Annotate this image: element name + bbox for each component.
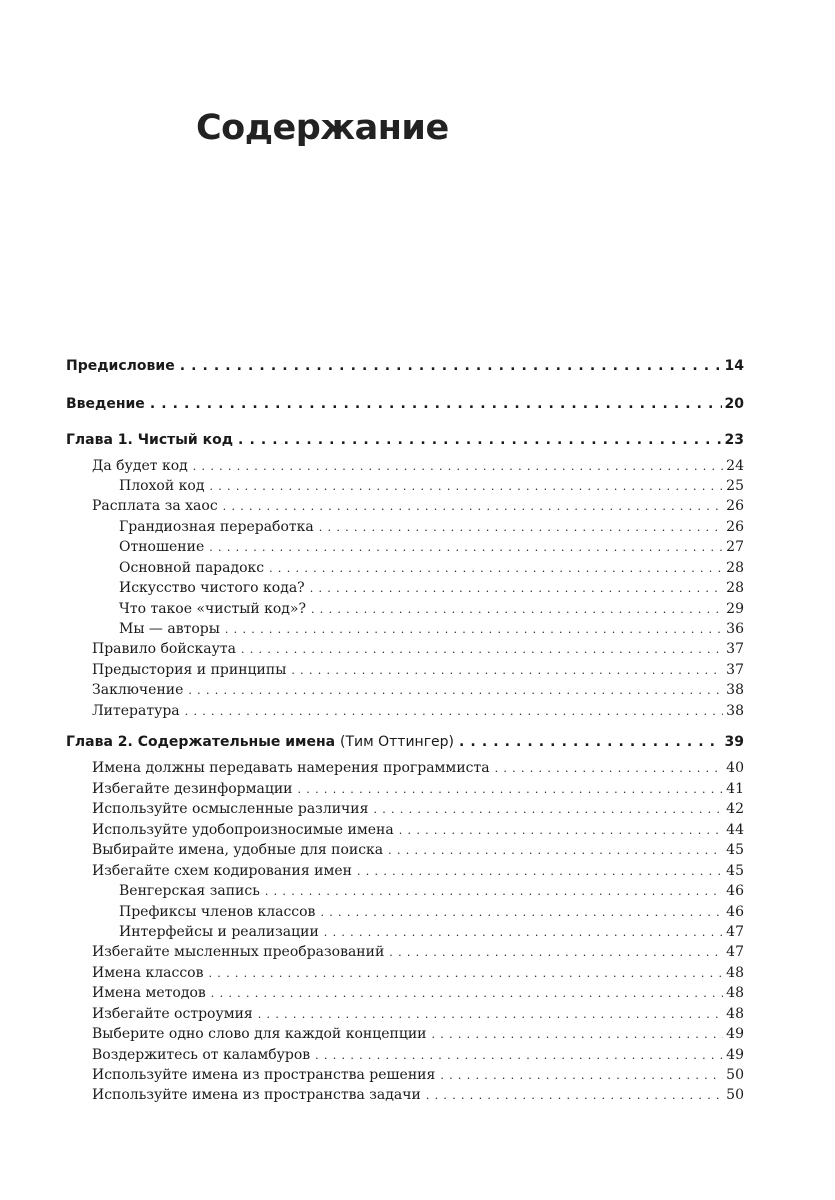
page-number: 29	[726, 601, 744, 617]
entry-label: Венгерская запись	[119, 883, 260, 899]
page-number: 46	[726, 883, 744, 899]
page-number: 38	[726, 703, 744, 719]
toc-entry[interactable]	[66, 703, 744, 719]
dot-leader	[180, 358, 722, 374]
dot-leader	[388, 844, 723, 857]
toc-entry[interactable]	[66, 1047, 744, 1063]
dot-leader	[357, 865, 723, 878]
page-number: 44	[726, 822, 744, 838]
page-number: 36	[726, 621, 744, 637]
dot-leader	[188, 684, 723, 697]
page-number: 50	[726, 1087, 744, 1103]
toc-entry[interactable]	[66, 458, 744, 474]
page-number: 14	[724, 358, 744, 374]
page-number: 45	[726, 842, 744, 858]
entry-label: Правило бойскаута	[92, 641, 236, 657]
toc-entry[interactable]	[66, 985, 744, 1001]
page-number: 25	[726, 478, 744, 494]
entry-label: Используйте удобопроизносимые имена	[92, 822, 394, 838]
toc-entry[interactable]	[66, 1006, 744, 1022]
dot-leader	[495, 762, 724, 775]
page-number: 37	[726, 641, 744, 657]
page-number: 46	[726, 904, 744, 920]
page-number: 41	[726, 781, 744, 797]
entry-label: Введение	[66, 396, 145, 412]
page-number: 26	[726, 519, 744, 535]
entry-label: Предыстория и принципы	[92, 662, 287, 678]
page-number: 47	[726, 944, 744, 960]
entry-label: Префиксы членов классов	[119, 904, 316, 920]
dot-leader	[241, 643, 723, 656]
toc-entry-preface[interactable]	[66, 358, 744, 374]
entry-label: Избегайте схем кодирования имен	[92, 863, 352, 879]
page-number: 48	[726, 1006, 744, 1022]
dot-leader	[150, 396, 722, 412]
toc-entry[interactable]	[66, 519, 744, 535]
page-number: 50	[726, 1067, 744, 1083]
toc-entry-chapter-2[interactable]	[66, 734, 744, 750]
toc-entry[interactable]	[66, 601, 744, 617]
entry-label: Заключение	[92, 682, 184, 698]
dot-leader	[311, 603, 723, 616]
entry-label: Выбирайте имена, удобные для поиска	[92, 842, 384, 858]
toc-entry[interactable]	[66, 781, 744, 797]
page-title: Содержание	[196, 108, 449, 148]
dot-leader	[320, 906, 723, 919]
dot-leader	[225, 623, 723, 636]
page-number: 49	[726, 1026, 744, 1042]
toc-entry[interactable]	[66, 478, 744, 494]
dot-leader	[389, 946, 723, 959]
dot-leader	[209, 480, 723, 493]
entry-label: Имена методов	[92, 985, 206, 1001]
entry-label: Основной парадокс	[119, 560, 265, 576]
toc-entry[interactable]	[66, 904, 744, 920]
entry-label: Расплата за хаос	[92, 498, 218, 514]
dot-leader	[324, 926, 723, 939]
dot-leader	[211, 987, 723, 1000]
dot-leader	[315, 1049, 723, 1062]
page-number: 26	[726, 498, 744, 514]
toc-entry[interactable]	[66, 822, 744, 838]
dot-leader	[426, 1089, 723, 1102]
dot-leader	[432, 1028, 724, 1041]
page-number: 39	[724, 734, 744, 750]
toc-entry[interactable]	[66, 498, 744, 514]
dot-leader	[238, 432, 721, 448]
page-number: 47	[726, 924, 744, 940]
toc-entry[interactable]	[66, 560, 744, 576]
page-number: 28	[726, 560, 744, 576]
toc-entry[interactable]	[66, 1067, 744, 1083]
page-number: 24	[726, 458, 744, 474]
entry-label: Плохой код	[119, 478, 205, 494]
entry-label: Используйте имена из пространства решения	[92, 1067, 436, 1083]
page-number: 37	[726, 662, 744, 678]
entry-label: Что такое «чистый код»?	[119, 601, 306, 617]
toc-entry[interactable]	[66, 760, 744, 776]
page-number: 40	[726, 760, 744, 776]
dot-leader	[185, 705, 724, 718]
dot-leader	[269, 562, 723, 575]
page-number: 38	[726, 682, 744, 698]
entry-label: Интерфейсы и реализации	[119, 924, 319, 940]
dot-leader	[265, 885, 723, 898]
toc-entry[interactable]	[66, 621, 744, 637]
dot-leader	[193, 460, 723, 473]
entry-label: Литература	[92, 703, 180, 719]
dot-leader	[373, 803, 723, 816]
toc-entry[interactable]	[66, 842, 744, 858]
dot-leader	[209, 541, 723, 554]
entry-label	[66, 734, 454, 750]
toc-entry[interactable]	[66, 801, 744, 817]
toc-entry-chapter-1[interactable]	[66, 432, 744, 448]
toc-entry[interactable]	[66, 682, 744, 698]
dot-leader	[258, 1008, 723, 1021]
toc-entry[interactable]	[66, 1087, 744, 1103]
page-number: 28	[726, 580, 744, 596]
dot-leader	[223, 500, 724, 513]
toc-entry[interactable]	[66, 965, 744, 981]
toc-entry[interactable]	[66, 883, 744, 899]
page-number: 49	[726, 1047, 744, 1063]
toc-entry[interactable]	[66, 863, 744, 879]
entry-label: Имена классов	[92, 965, 204, 981]
toc-entry[interactable]	[66, 1026, 744, 1042]
chapter-author: (Тим Оттингер)	[340, 734, 455, 750]
dot-leader	[291, 664, 723, 677]
toc-entry-intro[interactable]	[66, 396, 744, 412]
entry-label: Выберите одно слово для каждой концепции	[92, 1026, 427, 1042]
dot-leader	[298, 783, 724, 796]
entry-label: Избегайте дезинформации	[92, 781, 293, 797]
entry-label: Грандиозная переработка	[119, 519, 314, 535]
dot-leader	[209, 967, 724, 980]
page-number: 23	[724, 432, 744, 448]
entry-label: Избегайте остроумия	[92, 1006, 253, 1022]
entry-label: Используйте осмысленные различия	[92, 801, 369, 817]
entry-label: Глава 1. Чистый код	[66, 432, 234, 448]
page-number: 48	[726, 965, 744, 981]
toc-entry[interactable]	[66, 539, 744, 555]
entry-label: Да будет код	[92, 458, 188, 474]
entry-label: Имена должны передавать намерения программиста	[92, 760, 490, 776]
dot-leader	[440, 1069, 723, 1082]
toc-entry[interactable]	[66, 580, 744, 596]
toc-entry[interactable]	[66, 641, 744, 657]
page-number: 20	[724, 396, 744, 412]
toc-entry[interactable]	[66, 662, 744, 678]
chapter-title: Глава 2. Содержательные имена	[66, 734, 336, 750]
entry-label: Искусство чистого кода?	[119, 580, 305, 596]
toc-entry[interactable]	[66, 924, 744, 940]
dot-leader	[459, 734, 721, 750]
page-number: 42	[726, 801, 744, 817]
toc-entry[interactable]	[66, 944, 744, 960]
entry-label: Предисловие	[66, 358, 175, 374]
page-number: 48	[726, 985, 744, 1001]
entry-label: Используйте имена из пространства задачи	[92, 1087, 421, 1103]
page-number: 27	[726, 539, 744, 555]
dot-leader	[319, 521, 723, 534]
page-number: 45	[726, 863, 744, 879]
entry-label: Отношение	[119, 539, 205, 555]
dot-leader	[310, 582, 723, 595]
dot-leader	[399, 824, 723, 837]
entry-label: Воздержитесь от каламбуров	[92, 1047, 311, 1063]
entry-label: Избегайте мысленных преобразований	[92, 944, 385, 960]
entry-label: Мы — авторы	[119, 621, 220, 637]
